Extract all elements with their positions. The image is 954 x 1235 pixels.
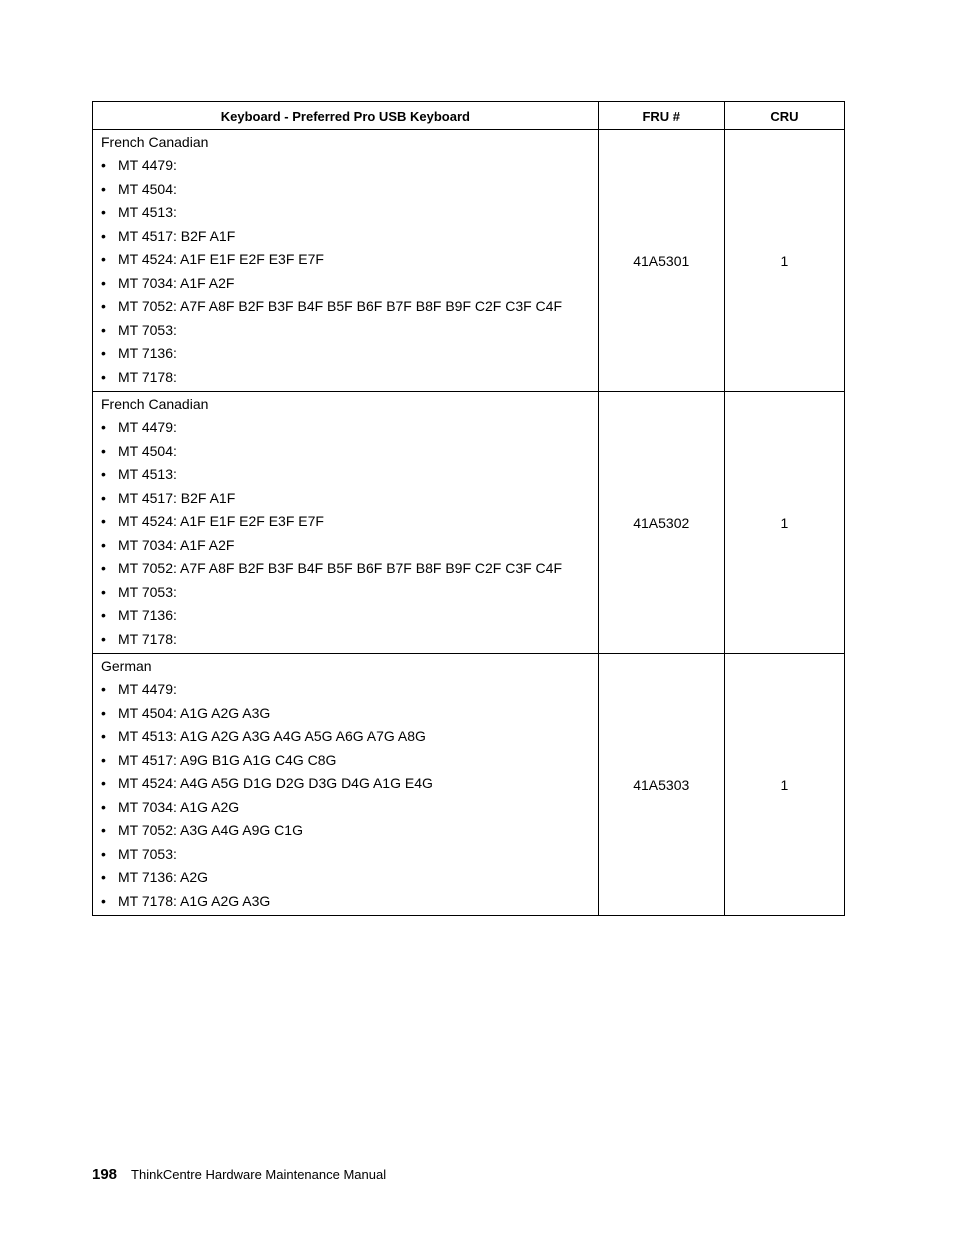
machine-type-item: • MT 7136: A2G <box>101 866 598 890</box>
machine-type-item: • MT 7052: A3G A4G A9G C1G <box>101 819 598 843</box>
cru-value: 1 <box>724 392 844 654</box>
machine-type-list <box>101 154 598 389</box>
cru-value: 1 <box>724 654 844 916</box>
keyboard-layout-name: French Canadian <box>101 396 209 412</box>
machine-type-item: • MT 7178: <box>101 628 598 652</box>
table-row <box>93 654 845 916</box>
machine-type-item: • MT 7052: A7F A8F B2F B3F B4F B5F B6F B7F B8F B9F C2F C3F C4F <box>101 295 598 319</box>
description-cell <box>93 392 599 654</box>
fru-number: 41A5303 <box>598 654 724 916</box>
machine-type-item: • MT 4479: <box>101 416 598 440</box>
fru-table <box>92 101 845 916</box>
machine-type-item: • MT 4517: B2F A1F <box>101 225 598 249</box>
fru-number: 41A5302 <box>598 392 724 654</box>
machine-type-list <box>101 678 598 913</box>
machine-type-item: • MT 7136: <box>101 342 598 366</box>
page-footer <box>92 1165 386 1185</box>
machine-type-item: • MT 4524: A1F E1F E2F E3F E7F <box>101 248 598 272</box>
machine-type-item: • MT 7053: <box>101 843 598 867</box>
machine-type-item: • MT 4513: <box>101 201 598 225</box>
cru-value: 1 <box>724 130 844 392</box>
machine-type-item: • MT 7178: <box>101 366 598 390</box>
machine-type-item: • MT 4479: <box>101 678 598 702</box>
header-fru: FRU # <box>598 102 724 130</box>
machine-type-item: • MT 4504: A1G A2G A3G <box>101 702 598 726</box>
machine-type-item: • MT 7178: A1G A2G A3G <box>101 890 598 914</box>
machine-type-item: • MT 4504: <box>101 440 598 464</box>
machine-type-item: • MT 4504: <box>101 178 598 202</box>
fru-number: 41A5301 <box>598 130 724 392</box>
machine-type-item: • MT 4479: <box>101 154 598 178</box>
machine-type-item: • MT 7053: <box>101 319 598 343</box>
machine-type-item: • MT 4513: <box>101 463 598 487</box>
table-header-row <box>93 102 845 130</box>
keyboard-layout-name: German <box>101 658 152 674</box>
header-keyboard: Keyboard - Preferred Pro USB Keyboard <box>93 102 599 130</box>
manual-title: ThinkCentre Hardware Maintenance Manual <box>131 1167 387 1182</box>
machine-type-item: • MT 4513: A1G A2G A3G A4G A5G A6G A7G A8G <box>101 725 598 749</box>
description-cell <box>93 654 599 916</box>
machine-type-item: • MT 4524: A4G A5G D1G D2G D3G D4G A1G E4G <box>101 772 598 796</box>
machine-type-item: • MT 7136: <box>101 604 598 628</box>
table-row <box>93 130 845 392</box>
description-cell <box>93 130 599 392</box>
machine-type-item: • MT 4517: A9G B1G A1G C4G C8G <box>101 749 598 773</box>
header-cru: CRU <box>724 102 844 130</box>
keyboard-layout-name: French Canadian <box>101 134 209 150</box>
machine-type-item: • MT 7034: A1G A2G <box>101 796 598 820</box>
table-row <box>93 392 845 654</box>
machine-type-item: • MT 7052: A7F A8F B2F B3F B4F B5F B6F B7F B8F B9F C2F C3F C4F <box>101 557 598 581</box>
machine-type-item: • MT 4517: B2F A1F <box>101 487 598 511</box>
machine-type-list <box>101 416 598 651</box>
machine-type-item: • MT 7034: A1F A2F <box>101 534 598 558</box>
page-number: 198 <box>92 1166 118 1183</box>
machine-type-item: • MT 7034: A1F A2F <box>101 272 598 296</box>
machine-type-item: • MT 4524: A1F E1F E2F E3F E7F <box>101 510 598 534</box>
machine-type-item: • MT 7053: <box>101 581 598 605</box>
